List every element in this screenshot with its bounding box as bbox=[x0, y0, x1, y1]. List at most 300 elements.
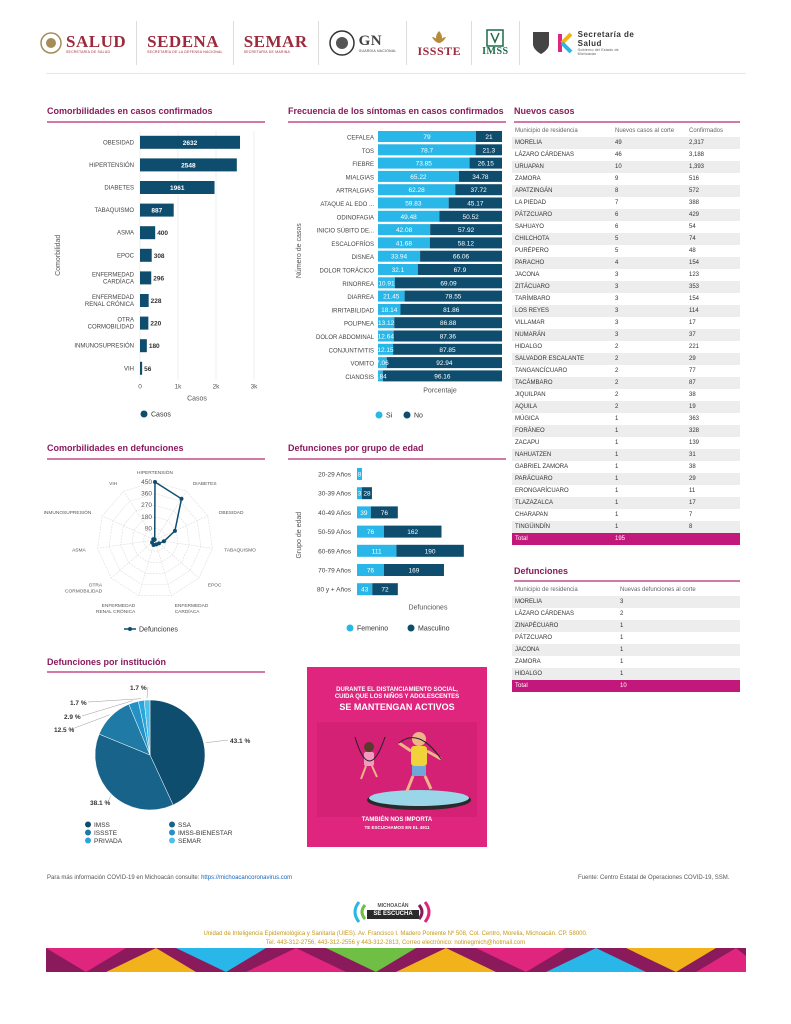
comorb-category-label: TABAQUISMO bbox=[94, 208, 134, 215]
nuevos-col-nuevos: Nuevos casos al corte bbox=[615, 127, 675, 134]
symptom-no-value: 37.72 bbox=[470, 187, 487, 195]
nuevos-cell-nuevos: 8 bbox=[612, 185, 686, 197]
edad-masculino-value: 72 bbox=[381, 586, 389, 594]
defunciones-row bbox=[512, 656, 740, 668]
defunciones-col-nuevas: Nuevas defunciones al corte bbox=[620, 586, 696, 593]
comorb-x-tick: 0 bbox=[138, 383, 142, 391]
edad-category-label: 50-59 Años bbox=[318, 529, 351, 537]
nuevos-total-cell: Total bbox=[512, 533, 612, 545]
nuevos-cell-confirmados: 29 bbox=[686, 473, 740, 485]
nuevos-cell-nuevos: 49 bbox=[612, 137, 686, 149]
nuevos-cell-nuevos: 2 bbox=[612, 353, 686, 365]
nuevos-cell-confirmados: 17 bbox=[686, 497, 740, 509]
symptom-category-label: DISNEA bbox=[351, 255, 374, 262]
defunciones-cell-nuevas: 1 bbox=[617, 644, 740, 656]
nuevos-row bbox=[512, 209, 740, 221]
nuevos-row bbox=[512, 389, 740, 401]
nuevos-row bbox=[512, 137, 740, 149]
logo-sedena bbox=[137, 21, 234, 65]
brand-top-text: MICHOACÁN bbox=[377, 903, 409, 909]
nuevos-cell-nuevos: 1 bbox=[615, 488, 619, 494]
nuevos-row bbox=[512, 221, 740, 233]
nuevos-cell-municipio: PÁTZCUARO bbox=[512, 209, 612, 221]
header-divider bbox=[46, 73, 746, 74]
nuevos-cell-confirmados: 1,393 bbox=[686, 161, 740, 173]
nuevos-cell-nuevos: 2 bbox=[615, 344, 619, 350]
nuevos-cell-municipio: CHILCHOTA bbox=[512, 233, 612, 245]
nuevos-cell-confirmados: 363 bbox=[689, 416, 700, 422]
nuevos-row bbox=[512, 449, 740, 461]
pie-legend-label: IMSS-BIENESTAR bbox=[178, 830, 233, 837]
nuevos-row bbox=[512, 413, 740, 425]
defunciones-row bbox=[512, 644, 740, 656]
nuevos-cell-municipio: CHARAPAN bbox=[515, 512, 548, 518]
imss-emblem-icon bbox=[485, 29, 505, 47]
radar-spoke bbox=[111, 540, 155, 578]
nuevos-total-cell bbox=[686, 533, 740, 545]
symptom-category-label: VOMITO bbox=[350, 361, 374, 368]
nuevos-cell-municipio: JACONA bbox=[515, 272, 540, 278]
comorb-category-label: ENFERMEDAD bbox=[91, 295, 134, 301]
footer-info-prefix: Para más información COVID-19 en Michoacán consulte: bbox=[47, 875, 200, 881]
symptom-category-label: FIEBRE bbox=[352, 162, 374, 169]
nuevos-cell-nuevos: 10 bbox=[612, 161, 686, 173]
radar-legend-label: Defunciones bbox=[139, 626, 178, 634]
gn-seal-icon bbox=[329, 30, 355, 56]
symptom-si-value: 78.7 bbox=[420, 147, 434, 155]
nuevos-row bbox=[512, 161, 740, 173]
symptom-category-label: CEFALEA bbox=[346, 135, 374, 142]
edad-femenino-value: 43 bbox=[361, 586, 369, 594]
radar-spoke bbox=[155, 540, 199, 578]
logo-gn bbox=[319, 21, 408, 65]
logo-gn-text: GN bbox=[358, 32, 383, 49]
symptom-si-value: 41.68 bbox=[395, 240, 413, 248]
nuevos-cell-nuevos: 7 bbox=[615, 200, 619, 206]
defunciones-cell-nuevas: 1 bbox=[617, 620, 740, 632]
symptom-si-value: 12.15 bbox=[377, 346, 394, 354]
defunciones-cell-municipio: MORELIA bbox=[512, 596, 617, 608]
nuevos-cell-confirmados: 77 bbox=[689, 368, 696, 374]
nuevos-cell-nuevos: 3 bbox=[612, 305, 686, 317]
pie-value-label: 1.7 % bbox=[70, 700, 87, 707]
comorb-category-label: INMUNOSUPRESIÓN bbox=[74, 343, 134, 350]
symptom-category-label: DIARREA bbox=[347, 295, 374, 302]
nuevos-table-body bbox=[512, 137, 740, 545]
symptom-category-label: TOS bbox=[361, 148, 374, 155]
symptom-no-value: 87.85 bbox=[439, 346, 456, 354]
symptom-no-value: 86.88 bbox=[439, 320, 457, 328]
nuevos-cell-nuevos: 1 bbox=[612, 521, 686, 533]
girl-head-icon bbox=[364, 742, 374, 752]
nuevos-cell-municipio: HIDALGO bbox=[515, 344, 543, 350]
nuevos-row bbox=[512, 485, 740, 497]
nuevos-cell-nuevos: 6 bbox=[615, 224, 619, 230]
logo-michoacan-sub: Gobierno del Estado de Michoacán bbox=[577, 48, 619, 56]
radar-title-underline bbox=[47, 458, 265, 460]
comorb-x-tick: 2k bbox=[212, 383, 220, 391]
symptom-category-label: ODINOFAGIA bbox=[336, 215, 374, 222]
nuevos-cell-confirmados: 353 bbox=[686, 281, 740, 293]
radar-axis-label: EPOC bbox=[207, 583, 222, 589]
activity-poster bbox=[307, 667, 487, 847]
poster-headline bbox=[307, 687, 487, 713]
logo-semar bbox=[234, 21, 319, 65]
radar-tick-label: 180 bbox=[141, 513, 152, 521]
nuevos-row bbox=[512, 257, 740, 269]
nuevos-cell-municipio: VILLAMAR bbox=[515, 320, 545, 326]
symptom-si-value: 13.12 bbox=[377, 320, 395, 328]
poster-line-2: CUIDA QUE LOS NIÑOS Y ADOLESCENTES bbox=[334, 694, 460, 700]
defunciones-title-underline bbox=[514, 580, 740, 582]
nuevos-cell-confirmados: 2,317 bbox=[686, 137, 740, 149]
nuevos-cell-municipio: SAHUAYO bbox=[515, 224, 544, 230]
defunciones-cell-municipio: HIDALGO bbox=[512, 668, 617, 680]
symptom-si-value: 18.14 bbox=[381, 306, 398, 314]
defunciones-table-wrap bbox=[512, 583, 740, 692]
nuevos-cell-municipio: TLAZAZALCA bbox=[512, 497, 612, 509]
edad-category-label: 70-79 Años bbox=[318, 567, 351, 575]
comorb-legend-label: Casos bbox=[151, 411, 171, 419]
defunciones-header-row bbox=[512, 583, 740, 596]
comorb-bar bbox=[140, 249, 152, 262]
defunciones-col-municipio: Municipio de residencia bbox=[515, 586, 578, 593]
pie-leader-line bbox=[88, 699, 141, 702]
symptom-legend-si-label: Si bbox=[386, 412, 393, 420]
nuevos-cell-confirmados: 54 bbox=[689, 224, 696, 230]
defunciones-title: Defunciones bbox=[514, 566, 569, 576]
nuevos-cell-municipio: LA PIEDAD bbox=[515, 200, 547, 206]
edad-x-axis-title: Defunciones bbox=[408, 604, 448, 612]
nuevos-cell-nuevos: 2 bbox=[612, 377, 686, 389]
radar-axis-label: INMUNOSUPRESIÓN bbox=[43, 510, 92, 516]
nuevos-row bbox=[512, 509, 740, 521]
symptom-no-value: 45.17 bbox=[467, 200, 484, 208]
edad-legend-m-label: Masculino bbox=[418, 625, 450, 633]
nuevos-row bbox=[512, 269, 740, 281]
nuevos-cell-municipio: AQUILA bbox=[512, 401, 612, 413]
symptom-si-value: 10.91 bbox=[378, 280, 395, 288]
symptom-no-value: 50.52 bbox=[462, 213, 479, 221]
comorb-category-label: ASMA bbox=[116, 230, 134, 237]
nuevos-cell-municipio: MÚGICA bbox=[515, 416, 539, 422]
radar-axis-label: OBESIDAD bbox=[218, 510, 244, 516]
nuevos-header-row bbox=[512, 124, 740, 137]
symptom-no-value: 67.9 bbox=[453, 267, 467, 274]
nuevos-cell-municipio: NUMARÁN bbox=[512, 329, 612, 341]
triangle-pattern bbox=[46, 948, 746, 972]
symptom-no-value: 81.86 bbox=[443, 306, 460, 314]
logo-salud-text: SALUD bbox=[66, 31, 127, 51]
logo-salud-sub: SECRETARÍA DE SALUD bbox=[66, 49, 111, 54]
comorb-category-label: ENFERMEDAD bbox=[91, 272, 134, 279]
symptoms-title-underline bbox=[288, 121, 506, 123]
nuevos-cell-municipio: ERONGARÍCUARO bbox=[515, 488, 569, 494]
symptom-legend-si-swatch bbox=[376, 412, 383, 419]
defunciones-table-body bbox=[512, 596, 740, 692]
radar-spoke bbox=[139, 540, 155, 596]
radar-point bbox=[179, 497, 183, 501]
comorb-category-label: OBESIDAD bbox=[102, 140, 134, 147]
defunciones-total-row bbox=[512, 680, 740, 692]
symptom-no-value: 58.12 bbox=[457, 240, 475, 248]
radar-axis-label: ENFERMEDAD bbox=[101, 604, 136, 610]
nuevos-cell-municipio: JIQUILPAN bbox=[515, 392, 546, 398]
symptom-category-label: RINORREA bbox=[342, 281, 374, 288]
comorb-category-label: CORMOBILIDAD bbox=[87, 324, 134, 331]
address-line-2: Tel. 443-312-2756, 443-312-2556 y 443-312-2813, Correo electrónico: notinegmich@hotmail.com bbox=[265, 940, 526, 946]
radar-tick-label: 90 bbox=[144, 525, 152, 533]
comorb-category-label: CARDÍACA bbox=[102, 279, 134, 286]
nuevos-row bbox=[512, 425, 740, 437]
logo-sedena-text: SEDENA bbox=[147, 31, 220, 51]
nuevos-cell-nuevos: 3 bbox=[615, 272, 619, 278]
symptom-category-label: CONJUNTIVITIS bbox=[328, 348, 374, 355]
footer-info-link[interactable]: https://michoacancoronavirus.com bbox=[201, 875, 293, 881]
issste-flower-icon bbox=[429, 29, 449, 45]
comorb-bar bbox=[140, 294, 149, 307]
comorb-title-underline bbox=[47, 121, 265, 123]
nuevos-row bbox=[512, 185, 740, 197]
logo-michoacan-salud bbox=[520, 21, 648, 65]
nuevos-cell-municipio: GABRIEL ZAMORA bbox=[515, 464, 569, 470]
edad-masculino-value: 190 bbox=[424, 548, 436, 556]
comorb-category-label: VIH bbox=[123, 366, 134, 373]
logo-gn-sub: GUARDIA NACIONAL bbox=[358, 48, 397, 53]
radar-axis-label: DIABETES bbox=[192, 481, 217, 487]
nuevos-table bbox=[512, 124, 740, 545]
symptom-y-axis-title: Número de casos bbox=[296, 223, 303, 279]
comorb-bar bbox=[140, 362, 142, 375]
pie-leader-line bbox=[206, 740, 228, 743]
poster-bottom-2: TE ESCUCHAMOS EN EL 4911 bbox=[364, 825, 430, 830]
symptom-si-value: 73.85 bbox=[415, 160, 432, 168]
edad-femenino-value: 76 bbox=[366, 529, 375, 537]
pie-legend-swatch bbox=[85, 830, 91, 836]
edad-masculino-value: 162 bbox=[407, 529, 419, 537]
symptom-si-value: 65.22 bbox=[410, 173, 427, 181]
nuevos-cell-municipio: TARÍMBARO bbox=[515, 296, 551, 302]
symptom-category-label: DOLOR TORÁCICO bbox=[319, 268, 374, 275]
nuevos-col-municipio: Municipio de residencia bbox=[515, 127, 578, 134]
comorb-title: Comorbilidades en casos confirmados bbox=[47, 106, 213, 116]
edad-category-label: 30-39 Años bbox=[318, 490, 351, 498]
nuevos-cell-nuevos: 3 bbox=[612, 281, 686, 293]
comorb-value-label: 180 bbox=[148, 343, 160, 351]
defunciones-total-cell: Total bbox=[512, 680, 617, 692]
symptom-si-value: 12.64 bbox=[377, 333, 394, 341]
radar-axis-label: VIH bbox=[109, 481, 118, 487]
nuevos-cell-nuevos: 46 bbox=[615, 152, 622, 158]
nuevos-cell-confirmados: 7 bbox=[689, 512, 693, 518]
nuevos-cell-municipio: PARACHO bbox=[512, 257, 612, 269]
poster-line-1: DURANTE EL DISTANCIAMIENTO SOCIAL, bbox=[336, 687, 458, 693]
edad-legend-m-swatch bbox=[408, 625, 415, 632]
nuevos-cell-confirmados: 29 bbox=[686, 353, 740, 365]
symptom-no-value: 21.3 bbox=[482, 147, 496, 155]
edad-category-label: 80 y + Años bbox=[316, 586, 351, 594]
nuevos-row bbox=[512, 149, 740, 161]
radar-axis-label: HIPERTENSIÓN bbox=[137, 471, 173, 476]
pie-legend-label: SSA bbox=[178, 822, 192, 829]
nuevos-cell-municipio: LÁZARO CÁRDENAS bbox=[515, 152, 575, 158]
symptom-x-axis-title: Porcentaje bbox=[423, 387, 457, 395]
nuevos-cell-nuevos: 2 bbox=[615, 368, 619, 374]
comorb-x-axis-title: Casos bbox=[187, 395, 207, 403]
symptom-si-value: 7.06 bbox=[376, 360, 389, 368]
radar-chart bbox=[40, 462, 270, 637]
edad-legend-f-swatch bbox=[347, 625, 354, 632]
nuevos-cell-confirmados: 114 bbox=[686, 305, 740, 317]
logo-imss-text: IMSS bbox=[482, 46, 509, 57]
nuevos-col-confirmados: Confirmados bbox=[689, 127, 724, 134]
brand-bottom-text: SE ESCUCHA bbox=[367, 910, 419, 919]
defunciones-cell-nuevas: 3 bbox=[617, 596, 740, 608]
nuevos-cell-nuevos: 4 bbox=[612, 257, 686, 269]
nuevos-row bbox=[512, 293, 740, 305]
defunciones-row bbox=[512, 620, 740, 632]
logo-issste-text: ISSSTE bbox=[417, 44, 462, 58]
nuevos-cell-confirmados: 48 bbox=[689, 248, 696, 254]
nuevos-total-cell: 195 bbox=[612, 533, 686, 545]
nuevos-row bbox=[512, 197, 740, 209]
nuevos-row bbox=[512, 437, 740, 449]
edad-femenino-value: 8 bbox=[357, 471, 362, 479]
radar-axis-label: RENAL CRÓNICA bbox=[95, 610, 136, 616]
comorb-value-label: 296 bbox=[153, 275, 165, 283]
comorb-value-label: 220 bbox=[150, 320, 162, 328]
symptom-category-label: CIANOSIS bbox=[345, 374, 374, 381]
radar-axis-label: OTRA bbox=[88, 583, 103, 589]
comorb-value-label: 400 bbox=[157, 230, 169, 238]
poster-bottom-1: TAMBIÉN NOS IMPORTA bbox=[361, 817, 433, 823]
nuevos-row bbox=[512, 401, 740, 413]
nuevos-cell-nuevos: 1 bbox=[615, 416, 619, 422]
comorb-x-tick: 3k bbox=[250, 383, 258, 391]
nuevos-row bbox=[512, 377, 740, 389]
edad-category-label: 40-49 Años bbox=[318, 509, 351, 517]
nuevos-row bbox=[512, 497, 740, 509]
edad-femenino-value: 111 bbox=[371, 548, 382, 556]
comorb-value-label: 1961 bbox=[170, 185, 185, 192]
pie-value-label: 12.5 % bbox=[54, 727, 75, 734]
radar-point bbox=[173, 529, 177, 533]
symptom-no-value: 96.16 bbox=[434, 373, 451, 381]
comorb-value-label: 887 bbox=[151, 207, 163, 215]
defunciones-total-cell: 10 bbox=[617, 680, 740, 692]
symptom-category-label: ARTRALGIAS bbox=[336, 188, 374, 195]
nuevos-row bbox=[512, 245, 740, 257]
nuevos-cell-confirmados: 8 bbox=[686, 521, 740, 533]
nuevos-cell-nuevos: 1 bbox=[615, 440, 619, 446]
footer-address bbox=[0, 930, 791, 948]
defunciones-cell-municipio: ZAMORA bbox=[515, 659, 541, 665]
pie-legend-label: PRIVADA bbox=[94, 838, 123, 845]
defunciones-row bbox=[512, 608, 740, 620]
nuevos-cell-confirmados: 17 bbox=[689, 320, 696, 326]
institucion-pie-chart bbox=[40, 675, 270, 850]
nuevos-title: Nuevos casos bbox=[514, 106, 575, 116]
pie-legend-label: ISSSTE bbox=[94, 830, 118, 837]
nuevos-cell-municipio: PARÁCUARO bbox=[512, 473, 612, 485]
nuevos-cell-municipio: APATZINGÁN bbox=[512, 185, 612, 197]
symptom-category-label: INICIO SÚBITO DE... bbox=[316, 228, 374, 235]
logo-semar-sub: SECRETARÍA DE MARINA bbox=[243, 49, 291, 54]
pie-legend-swatch bbox=[169, 830, 175, 836]
comorb-category-label: HIPERTENSIÓN bbox=[89, 162, 134, 169]
nuevos-cell-nuevos: 5 bbox=[612, 233, 686, 245]
edad-category-label: 20-29 Años bbox=[318, 471, 351, 479]
comorb-value-label: 56 bbox=[144, 365, 152, 373]
decorative-color-band bbox=[46, 948, 746, 972]
institucion-title: Defunciones por institución bbox=[47, 657, 167, 667]
radar-axis-label: CORMOBILIDAD bbox=[65, 589, 103, 595]
nuevos-cell-nuevos: 3 bbox=[612, 329, 686, 341]
michoacan-se-escucha-logo bbox=[345, 898, 445, 926]
radar-spoke bbox=[98, 540, 155, 548]
symptoms-stacked-chart bbox=[285, 126, 510, 426]
nuevos-cell-municipio: ZAMORA bbox=[515, 176, 541, 182]
radar-axis-label: ASMA bbox=[72, 548, 86, 554]
symptom-category-label: POLIPNEA bbox=[343, 321, 374, 328]
nuevos-cell-nuevos: 3 bbox=[615, 320, 619, 326]
radar-point bbox=[153, 537, 157, 541]
pie-legend-label: IMSS bbox=[94, 822, 110, 829]
symptom-no-value: 66.06 bbox=[452, 253, 470, 261]
symptom-si-value: 49.48 bbox=[400, 213, 417, 221]
symptom-no-value: 34.78 bbox=[472, 173, 489, 181]
symptom-no-value: 78.55 bbox=[445, 293, 462, 301]
comorb-legend-swatch bbox=[141, 411, 148, 418]
defunciones-row bbox=[512, 668, 740, 680]
nuevos-cell-confirmados: 19 bbox=[686, 401, 740, 413]
symptom-category-label: IRRITABILIDAD bbox=[331, 308, 374, 315]
pie-value-label: 1.7 % bbox=[130, 685, 147, 692]
nuevos-cell-municipio: MORELIA bbox=[512, 137, 612, 149]
nuevos-cell-municipio: ZACAPU bbox=[515, 440, 540, 446]
logo-sedena-sub: SECRETARÍA DE LA DEFENSA NACIONAL bbox=[147, 49, 223, 54]
comorb-category-label: OTRA bbox=[117, 317, 134, 324]
nuevos-cell-confirmados: 221 bbox=[689, 344, 700, 350]
radar-axis-label: TABAQUISMO bbox=[224, 548, 256, 554]
nuevos-cell-nuevos: 1 bbox=[612, 473, 686, 485]
comorb-category-label: RENAL CRÓNICA bbox=[84, 302, 134, 308]
nuevos-cell-municipio: SALVADOR ESCALANTE bbox=[512, 353, 612, 365]
nuevos-cell-confirmados: 87 bbox=[686, 377, 740, 389]
comorb-bar bbox=[140, 271, 151, 284]
edad-y-axis-title: Grupo de edad bbox=[296, 511, 303, 559]
radar-tick-label: 450 bbox=[141, 479, 152, 486]
nuevos-cell-confirmados: 38 bbox=[689, 392, 696, 398]
nuevos-cell-nuevos: 1 bbox=[612, 497, 686, 509]
nuevos-cell-municipio: ZITÁCUARO bbox=[512, 281, 612, 293]
nuevos-cell-municipio: TINGÜINDÍN bbox=[512, 521, 612, 533]
nuevos-cell-municipio: NAHUATZEN bbox=[512, 449, 612, 461]
symptom-si-value: 59.83 bbox=[405, 200, 422, 208]
nuevos-row bbox=[512, 281, 740, 293]
symptom-si-value: 42.08 bbox=[395, 227, 413, 235]
nuevos-row bbox=[512, 233, 740, 245]
nuevos-cell-nuevos: 2 bbox=[615, 392, 619, 398]
comorb-x-tick: 1k bbox=[174, 383, 182, 391]
nuevos-row bbox=[512, 353, 740, 365]
nuevos-cell-confirmados: 328 bbox=[686, 425, 740, 437]
symptom-legend-no-swatch bbox=[404, 412, 411, 419]
edad-femenino-value: 76 bbox=[366, 567, 375, 575]
nuevos-cell-confirmados: 11 bbox=[689, 488, 696, 494]
radar-point bbox=[153, 480, 157, 484]
pie-value-label: 43.1 % bbox=[230, 738, 251, 745]
